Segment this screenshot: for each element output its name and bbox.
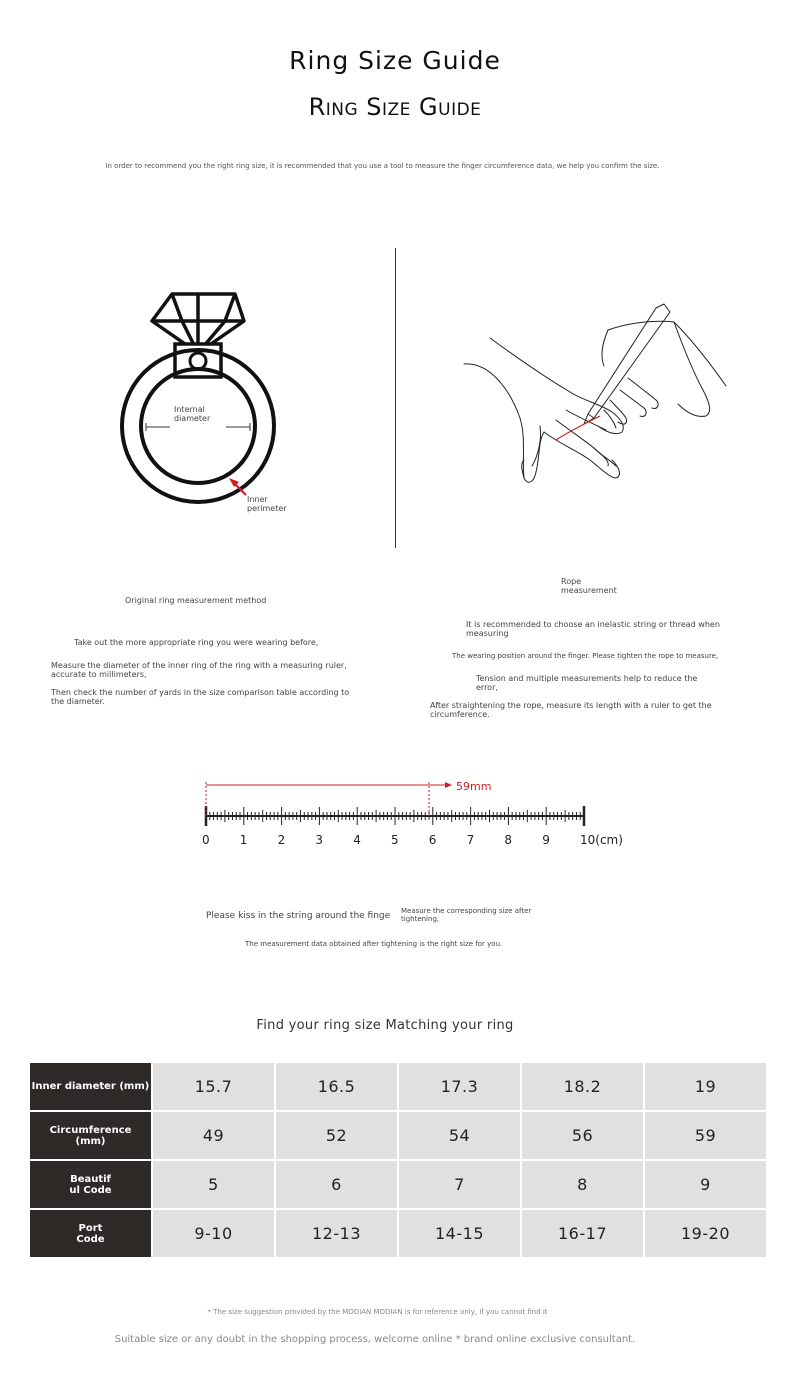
ruler-tick-label: 7	[466, 833, 475, 847]
ruler-tick-label: 5	[391, 833, 399, 847]
ruler-tick-label: 1	[239, 833, 248, 847]
table-row	[30, 1210, 766, 1257]
ruler-tick-label: 10(cm)	[580, 833, 623, 847]
ruler	[190, 772, 630, 857]
right-step-2: The wearing position around the finger. Please tighten the rope to measure,	[452, 652, 719, 660]
right-step-3: Tension and multiple measurements help to reduce the error,	[476, 674, 698, 692]
ruler-tick-label: 6	[428, 833, 437, 847]
table-cell: 54	[399, 1112, 520, 1159]
column-divider	[395, 248, 396, 548]
ruler-tick-label: 4	[353, 833, 361, 847]
page-title: Ring Size Guide	[289, 46, 501, 75]
caption-b: Measure the corresponding size after tightening,	[401, 907, 532, 923]
page-subtitle: Ring Size Guide	[308, 93, 482, 121]
table-cell: 52	[276, 1112, 397, 1159]
row-header: Circumference (mm)	[30, 1112, 151, 1159]
right-method-title: Rope measurement	[561, 577, 617, 595]
table-row	[30, 1063, 766, 1110]
table-cell: 7	[399, 1161, 520, 1208]
table-cell: 5	[153, 1161, 274, 1208]
ruler-tick-label: 0	[202, 833, 210, 847]
table-cell: 19	[645, 1063, 766, 1110]
right-step-1: It is recommended to choose an inelastic string or thread when measuring	[466, 620, 720, 638]
table-cell: 9-10	[153, 1210, 274, 1257]
ruler-marker-label: 59mm	[456, 780, 492, 793]
table-cell: 17.3	[399, 1063, 520, 1110]
row-header: Port Code	[30, 1210, 151, 1257]
ruler-tick-label: 8	[504, 833, 513, 847]
ruler-arrow-icon	[445, 782, 452, 788]
table-cell: 19-20	[645, 1210, 766, 1257]
table-cell: 14-15	[399, 1210, 520, 1257]
ruler-tick-label: 3	[315, 833, 324, 847]
caption-a: Please kiss in the string around the finge	[206, 911, 391, 921]
ruler-tick-label: 9	[542, 833, 550, 847]
table-cell: 18.2	[522, 1063, 643, 1110]
intro-text: In order to recommend you the right ring size, it is recommended that you use a tool to measure the finger circumference data, we help you confirm the size.	[105, 162, 660, 170]
table-cell: 56	[522, 1112, 643, 1159]
size-table	[28, 1061, 768, 1259]
left-step-3: Then check the number of yards in the size comparison table according to the diameter.	[51, 688, 350, 706]
hand-measure-illustration	[460, 300, 730, 490]
footer-note: * The size suggestion provided by the MODIAN MODIAN is for reference only, if you cannot find it	[207, 1308, 548, 1316]
row-header: Inner diameter (mm)	[30, 1063, 151, 1110]
left-step-1: Take out the more appropriate ring you were wearing before,	[74, 638, 319, 647]
inner-perimeter-label: Inner perimeter	[247, 495, 287, 513]
ring-band-inner	[141, 369, 255, 483]
table-cell: 9	[645, 1161, 766, 1208]
table-row	[30, 1112, 766, 1159]
table-cell: 16-17	[522, 1210, 643, 1257]
table-cell: 8	[522, 1161, 643, 1208]
table-cell: 59	[645, 1112, 766, 1159]
left-step-2: Measure the diameter of the inner ring of the ring with a measuring ruler, accurate to millimeters,	[51, 661, 347, 679]
ruler-tick-label: 2	[277, 833, 286, 847]
table-cell: 6	[276, 1161, 397, 1208]
table-cell: 16.5	[276, 1063, 397, 1110]
table-cell: 49	[153, 1112, 274, 1159]
internal-diameter-label: Internal diameter	[174, 405, 211, 423]
table-cell: 15.7	[153, 1063, 274, 1110]
row-header: Beautif ul Code	[30, 1161, 151, 1208]
caption-c: The measurement data obtained after tightening is the right size for you.	[245, 940, 503, 948]
right-step-4: After straightening the rope, measure its length with a ruler to get the circumference.	[430, 701, 712, 719]
table-row	[30, 1161, 766, 1208]
table-cell: 12-13	[276, 1210, 397, 1257]
size-table-title: Find your ring size Matching your ring	[256, 1018, 514, 1033]
footer-contact: Suitable size or any doubt in the shopping process, welcome online * brand online exclusive consultant.	[114, 1334, 636, 1345]
left-method-title: Original ring measurement method	[125, 596, 267, 605]
